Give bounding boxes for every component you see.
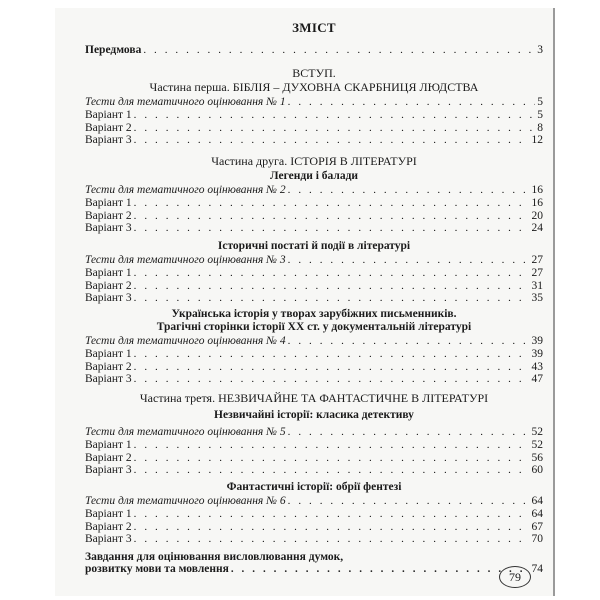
toc-entry-variant [85,134,543,147]
entry-label: Варіант 3 [85,373,132,385]
entry-label: Тести для тематичного оцінювання № 3 [85,254,286,266]
entry-label: Тести для тематичного оцінювання № 6 [85,495,286,507]
leader-dots [143,44,535,57]
entry-page: 27 [531,254,543,266]
section-heading: Легенди і балади [269,170,359,182]
intro-line1: ВСТУП. [292,66,336,80]
entry-label: Варіант 2 [85,452,132,464]
entry-page: 52 [531,426,543,438]
entry-page: 64 [531,508,543,520]
entry-label: Тести для тематичного оцінювання № 4 [85,335,286,347]
toc-entry-preface [85,44,543,57]
section-heading-line1: Українська історія у творах зарубіжних письменників. [171,308,457,320]
leader-dots [288,335,530,348]
entry-label: Варіант 3 [85,134,132,146]
entry-page: 16 [531,184,543,196]
entry-page: 12 [531,134,543,146]
toc-entry-variant [85,533,543,546]
toc-entry-variant [85,348,543,361]
entry-page: 5 [537,109,543,121]
leader-dots [134,267,530,280]
part2-prefix: Частина друга. [211,154,288,168]
entry-page: 39 [531,335,543,347]
entry-label: Тести для тематичного оцінювання № 2 [85,184,286,196]
leader-dots [134,373,530,386]
leader-dots [134,134,530,147]
part3-heading [85,391,543,405]
entry-label: Варіант 2 [85,122,132,134]
entry-label: розвитку мови та мовлення [85,563,229,575]
entry-label: Варіант 2 [85,210,132,222]
entry-page: 70 [531,533,543,545]
toc-entry-test6 [85,495,543,508]
toc-entry-tasks [85,563,543,576]
toc-entry-variant [85,267,543,280]
entry-label: Варіант 1 [85,109,132,121]
entry-page: 5 [537,96,543,108]
entry-label: Варіант 3 [85,222,132,234]
toc-entry-variant [85,292,543,305]
toc-entry-variant [85,222,543,235]
entry-label: Варіант 3 [85,533,132,545]
entry-label: Варіант 2 [85,521,132,533]
entry-page: 60 [531,464,543,476]
entry-page: 8 [537,122,543,134]
book-page [55,8,555,596]
leader-dots [134,348,530,361]
entry-label: Варіант 1 [85,348,132,360]
leader-dots [134,109,536,122]
entry-label: Варіант 1 [85,197,132,209]
entry-page: 16 [531,197,543,209]
entry-page: 52 [531,439,543,451]
entry-page: 43 [531,361,543,373]
intro-heading [85,66,543,94]
toc-entry-test5 [85,426,543,439]
section-heading: Фантастичні історії: обрії фентезі [226,481,402,493]
toc-entry-variant [85,109,543,122]
entry-label: Варіант 1 [85,439,132,451]
entry-page: 24 [531,222,543,234]
toc-entry-test1 [85,96,543,109]
leader-dots [134,508,530,521]
entry-page: 3 [537,44,543,56]
tasks-entry-line1: Завдання для оцінювання висловлювання думок, [85,551,344,563]
leader-dots [288,184,530,197]
toc-entry-variant [85,197,543,210]
entry-page: 31 [531,280,543,292]
entry-label: Варіант 1 [85,267,132,279]
leader-dots [134,464,530,477]
part3-prefix: Частина третя. [139,391,216,405]
entry-label: Варіант 2 [85,361,132,373]
leader-dots [288,96,536,109]
entry-page: 74 [531,563,543,575]
leader-dots [134,533,530,546]
entry-label: Варіант 2 [85,280,132,292]
entry-label: Варіант 1 [85,508,132,520]
leader-dots [288,426,530,439]
entry-page: 47 [531,373,543,385]
toc-entry-test4 [85,335,543,348]
part1-title: БІБЛІЯ – ДУХОВНА СКАРБНИЦЯ ЛЮДСТВА [232,80,479,94]
toc-entry-test2 [85,184,543,197]
entry-page: 35 [531,292,543,304]
toc-title: ЗМІСТ [292,20,336,35]
entry-page: 27 [531,267,543,279]
leader-dots [231,563,530,576]
part3-title: НЕЗВИЧАЙНЕ ТА ФАНТАСТИЧНЕ В ЛІТЕРАТУРІ [218,391,489,405]
entry-label: Передмова [85,44,142,56]
leader-dots [134,292,530,305]
section-heading: Незвичайні історії: класика детективу [214,409,414,421]
toc-entry-variant [85,373,543,386]
entry-page: 64 [531,495,543,507]
entry-label: Тести для тематичного оцінювання № 1 [85,96,286,108]
part1-prefix: Частина перша. [149,80,230,94]
entry-label: Варіант 3 [85,292,132,304]
entry-page: 39 [531,348,543,360]
entry-label: Варіант 3 [85,464,132,476]
part2-heading [85,154,543,168]
leader-dots [288,495,530,508]
entry-page: 56 [531,452,543,464]
leader-dots [134,197,530,210]
leader-dots [134,439,530,452]
toc-entry-variant [85,439,543,452]
entry-label: Тести для тематичного оцінювання № 5 [85,426,286,438]
leader-dots [134,222,530,235]
section-heading: Історичні постаті й події в літературі [217,240,411,252]
part2-title: ІСТОРІЯ В ЛІТЕРАТУРІ [290,154,417,168]
section-heading-line2: Трагічні сторінки історії XX ст. у документальній літературі [156,321,472,333]
toc-entry-test3 [85,254,543,267]
leader-dots [288,254,530,267]
page-number: 79 [499,566,531,588]
entry-page: 20 [531,210,543,222]
entry-page: 67 [531,521,543,533]
toc-entry-variant [85,508,543,521]
toc-entry-variant [85,464,543,477]
